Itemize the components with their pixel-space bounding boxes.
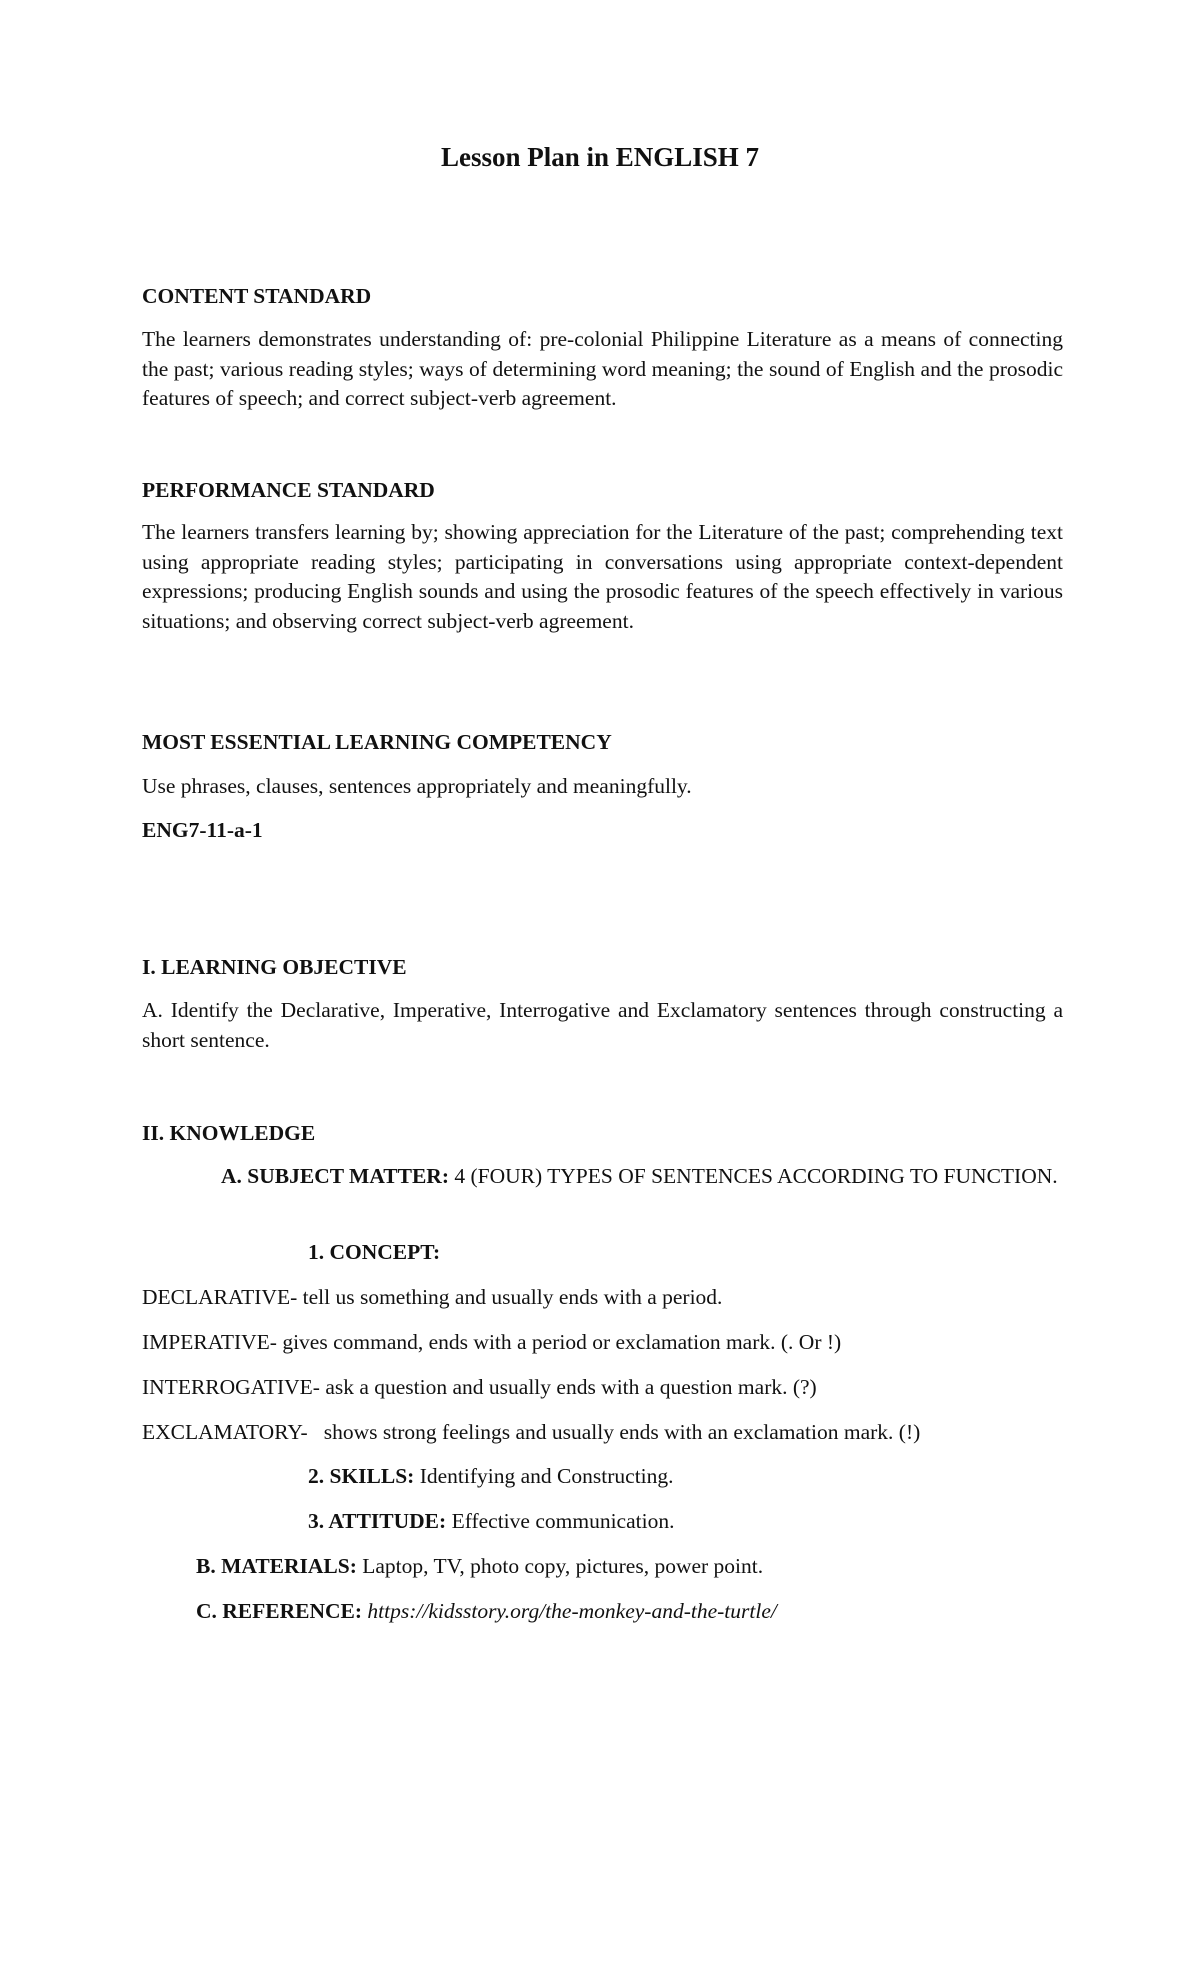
exclamatory-definition: EXCLAMATORY- shows strong feelings and usually ends with an exclamation mark. (!) bbox=[142, 1420, 921, 1444]
melc-text: Use phrases, clauses, sentences appropriately and meaningfully. bbox=[142, 774, 692, 798]
declarative-definition: DECLARATIVE- tell us something and usually ends with a period. bbox=[142, 1285, 723, 1309]
concept-heading: 1. CONCEPT: bbox=[308, 1240, 441, 1264]
subject-matter-label: A. SUBJECT MATTER: bbox=[221, 1164, 449, 1188]
learning-objective-heading: I. LEARNING OBJECTIVE bbox=[142, 955, 407, 979]
materials-line bbox=[196, 1552, 1016, 1581]
melc-code: ENG7-11-a-1 bbox=[142, 818, 263, 842]
melc-heading: MOST ESSENTIAL LEARNING COMPETENCY bbox=[142, 730, 612, 754]
subject-matter-value: 4 (FOUR) TYPES OF SENTENCES ACCORDING TO FUNCTION. bbox=[448, 1164, 1058, 1188]
materials-label: B. MATERIALS: bbox=[196, 1554, 357, 1578]
performance-standard-heading: PERFORMANCE STANDARD bbox=[142, 478, 435, 502]
reference-line bbox=[196, 1597, 1016, 1626]
reference-link[interactable]: https://kidsstory.org/the-monkey-and-the-turtle/ bbox=[367, 1599, 777, 1623]
reference-label: C. REFERENCE: bbox=[196, 1599, 363, 1623]
attitude-line bbox=[308, 1507, 1008, 1536]
imperative-definition: IMPERATIVE- gives command, ends with a period or exclamation mark. (. Or !) bbox=[142, 1330, 842, 1354]
interrogative-definition: INTERROGATIVE- ask a question and usually ends with a question mark. (?) bbox=[142, 1375, 817, 1399]
content-standard-heading: CONTENT STANDARD bbox=[142, 284, 372, 308]
skills-label: 2. SKILLS: bbox=[308, 1464, 415, 1488]
attitude-label: 3. ATTITUDE: bbox=[308, 1509, 447, 1533]
page-title: Lesson Plan in ENGLISH 7 bbox=[440, 142, 760, 172]
knowledge-heading: II. KNOWLEDGE bbox=[142, 1121, 316, 1145]
subject-matter bbox=[142, 1162, 1063, 1192]
skills-line bbox=[308, 1462, 1008, 1491]
content-standard-text: The learners demonstrates understanding of: pre-colonial Philippine Literature as a means of connecting the past; various reading styles; ways of determining word meaning; the sound of English and the prosodic features of speech; and correct subject-verb agreement. bbox=[142, 327, 1063, 410]
performance-standard-text: The learners transfers learning by; showing appreciation for the Literature of the past; comprehending text using appropriate reading styles; participating in conversations using appropriate context-dependent expressions; producing English sounds and using the prosodic features of the speech effectively in various situations; and observing correct subject-verb agreement. bbox=[142, 520, 1063, 633]
attitude-value: Effective communication. bbox=[446, 1509, 675, 1533]
skills-value: Identifying and Constructing. bbox=[414, 1464, 674, 1488]
materials-value: Laptop, TV, photo copy, pictures, power point. bbox=[356, 1554, 764, 1578]
learning-objective-text: A. Identify the Declarative, Imperative, Interrogative and Exclamatory sentences through constructing a short sentence. bbox=[142, 998, 1063, 1052]
